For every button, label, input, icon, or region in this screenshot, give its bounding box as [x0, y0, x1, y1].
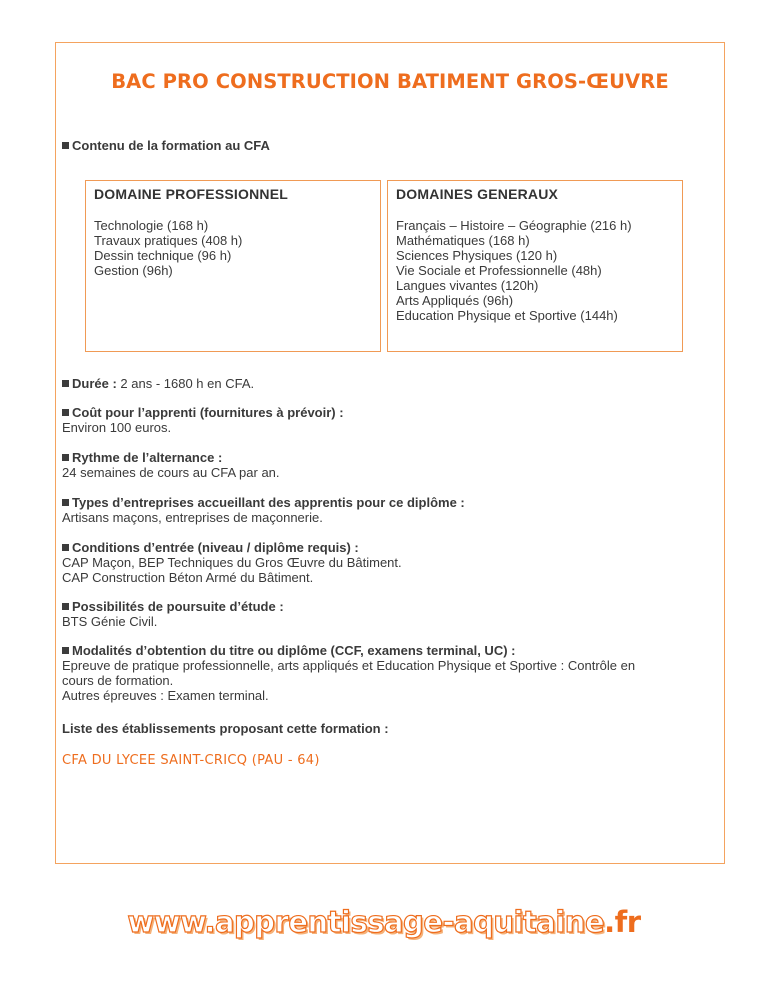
- box-title: DOMAINES GENERAUX: [396, 186, 559, 202]
- bullet-square-icon: [62, 603, 69, 610]
- section-heading: Coût pour l’apprenti (fournitures à prévoir) :: [72, 405, 344, 420]
- list-item: Gestion (96h): [94, 263, 173, 278]
- bullet-square-icon: [62, 647, 69, 654]
- section-heading: Contenu de la formation au CFA: [72, 138, 270, 153]
- domaines-generaux-list: [396, 218, 682, 323]
- page-title: BAC PRO CONSTRUCTION BATIMENT GROS-ŒUVRE: [111, 70, 669, 93]
- etablissement-link[interactable]: CFA DU LYCEE SAINT-CRICQ (PAU - 64): [62, 753, 320, 768]
- section-heading: Liste des établissements proposant cette formation :: [62, 721, 389, 736]
- section-heading: Durée :: [72, 376, 117, 391]
- section-modalites: [62, 643, 635, 703]
- section-text: Epreuve de pratique professionnelle, arts appliqués et Education Physique et Sportive : Contrôle en: [62, 658, 636, 673]
- section-contenu: [62, 138, 270, 153]
- site-logo[interactable]: [0, 905, 768, 939]
- section-text: cours de formation.: [62, 673, 174, 688]
- bullet-square-icon: [62, 454, 69, 461]
- list-item: Français – Histoire – Géographie (216 h): [396, 218, 632, 233]
- bullet-square-icon: [62, 142, 69, 149]
- section-duree: [62, 376, 254, 391]
- site-logo-tld: .fr: [604, 905, 641, 939]
- domaine-professionnel-box: [85, 180, 381, 352]
- bullet-square-icon: [62, 380, 69, 387]
- list-item: Vie Sociale et Professionnelle (48h): [396, 263, 602, 278]
- bullet-square-icon: [62, 544, 69, 551]
- section-text: Artisans maçons, entreprises de maçonnerie.: [62, 510, 323, 525]
- list-item: Education Physique et Sportive (144h): [396, 308, 618, 323]
- domaine-professionnel-list: [94, 218, 380, 278]
- section-text: BTS Génie Civil.: [62, 614, 158, 629]
- section-text: CAP Construction Béton Armé du Bâtiment.: [62, 570, 314, 585]
- section-poursuite: [62, 599, 284, 629]
- list-item: Technologie (168 h): [94, 218, 209, 233]
- list-item: Dessin technique (96 h): [94, 248, 232, 263]
- section-conditions: [62, 540, 402, 585]
- box-title: DOMAINE PROFESSIONNEL: [94, 186, 288, 202]
- section-text: Environ 100 euros.: [62, 420, 172, 435]
- section-heading: Conditions d’entrée (niveau / diplôme requis) :: [72, 540, 359, 555]
- domaines-generaux-box: [387, 180, 683, 352]
- list-item: Sciences Physiques (120 h): [396, 248, 558, 263]
- section-text: Autres épreuves : Examen terminal.: [62, 688, 269, 703]
- list-item: Arts Appliqués (96h): [396, 293, 514, 308]
- section-liste: [62, 721, 389, 736]
- section-heading: Types d’entreprises accueillant des apprentis pour ce diplôme :: [72, 495, 465, 510]
- list-item: Mathématiques (168 h): [396, 233, 530, 248]
- section-heading: Modalités d’obtention du titre ou diplôme (CCF, examens terminal, UC) :: [72, 643, 516, 658]
- list-item: Langues vivantes (120h): [396, 278, 539, 293]
- section-heading: Rythme de l’alternance :: [72, 450, 223, 465]
- section-cout: [62, 405, 344, 435]
- bullet-square-icon: [62, 499, 69, 506]
- section-rythme: [62, 450, 280, 480]
- section-heading: Possibilités de poursuite d’étude :: [72, 599, 284, 614]
- bullet-square-icon: [62, 409, 69, 416]
- section-types: [62, 495, 465, 525]
- section-text: 2 ans - 1680 h en CFA.: [120, 376, 255, 391]
- section-text: 24 semaines de cours au CFA par an.: [62, 465, 280, 480]
- section-text: CAP Maçon, BEP Techniques du Gros Œuvre du Bâtiment.: [62, 555, 402, 570]
- site-logo-text: www.apprentissage-aquitaine: [127, 905, 605, 939]
- list-item: Travaux pratiques (408 h): [94, 233, 243, 248]
